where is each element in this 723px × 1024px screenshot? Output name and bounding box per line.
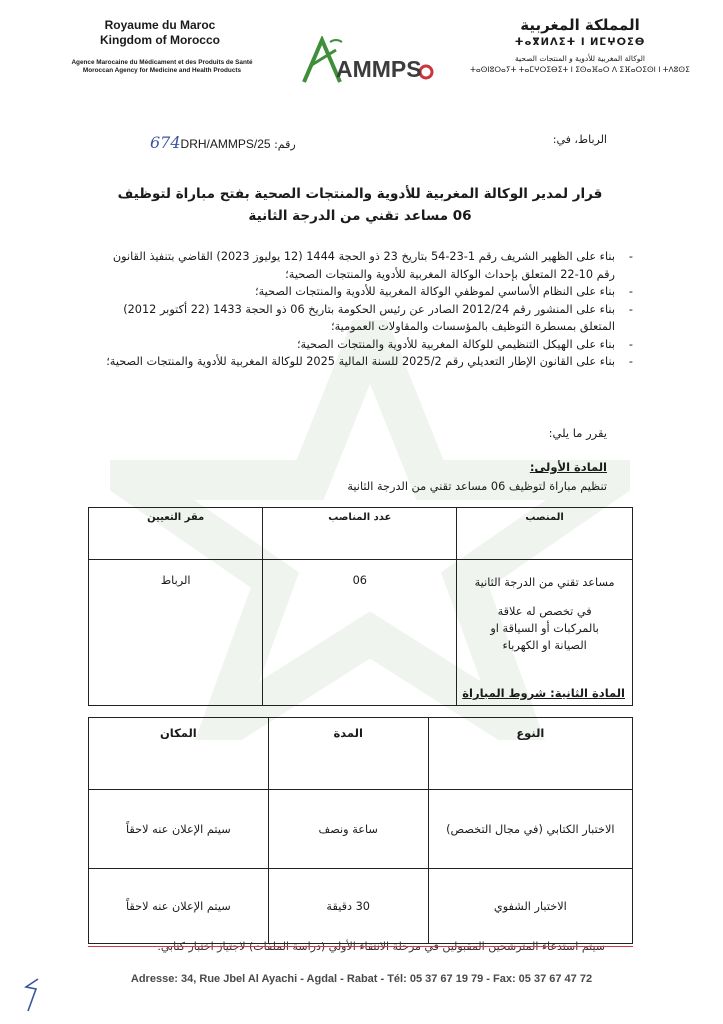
logo-text: AMMPS [336, 56, 422, 82]
column-header: المدة [268, 718, 428, 790]
handwritten-number: 674 [150, 133, 181, 152]
positions-table [88, 507, 633, 706]
kingdom-ar: المملكة المغربية [520, 16, 640, 34]
exam-duration-cell: ساعة ونصف [268, 790, 428, 869]
decision-title: قرار لمدير الوكالة المغربية للأدوية والمنتجات الصحية بفتح مباراة لتوظيف 06 مساعد تقني من الدرجة الثانية [117, 186, 603, 224]
kingdom-fr: Royaume du Maroc [104, 18, 216, 32]
exam-conditions-table [88, 717, 633, 944]
column-header: مقر التعيين [89, 508, 263, 560]
list-item: - بناء على القانون الإطار التعديلي رقم 2025/2 للسنة المالية 2025 للوكالة المغربية للأدوية والمنتجات الصحية؛ [100, 353, 615, 371]
list-item: - بناء على الظهير الشريف رقم 1-23-54 بتاريخ 23 ذو الحجة 1444 (12 يوليوز 2023) القاضي بتنفيذ القانون رقم 10-22 المتعلق بإحداث الوكالة المغربية للأدوية والمنتجات الصحية؛ [100, 248, 615, 283]
reference-number [150, 133, 296, 152]
list-item: - بناء على الهيكل التنظيمي للوكالة المغربية للأدوية والمنتجات الصحية؛ [100, 336, 615, 354]
location-cell: الرباط [89, 560, 263, 706]
preselection-note: سيتم استدعاء المترشحين المقبولين في مرحلة الانتقاء الأولي (دراسة الملفات) لاجتياز اختبار كتابي. [157, 940, 605, 953]
agency-amazigh: ⵜⴰⵙⵏⵓⵔⴰⵢⵜ ⵜⴰⵎⵖⵔⵉⴱⵉⵜ ⵏ ⵉⵙⴰⴼⴰⵔ ⴷ ⵉⴼⴰⵔⵉⵙⵏ ⵏ ⵜⴷⵓⵙⵉ [470, 65, 690, 74]
table-row [89, 790, 633, 869]
position-detail: في تخصص له علاقة بالمركبات أو السياقة او الصيانة او الكهرباء [490, 605, 599, 652]
exam-type-cell: الاختبار الكتابي (في مجال التخصص) [428, 790, 632, 869]
reference-number-label: رقم: [274, 138, 296, 151]
position-cell [457, 560, 633, 706]
table-header-row [89, 718, 633, 790]
decides-label: يقرر ما يلي: [548, 426, 607, 440]
agency-fr: Agence Marocaine du Médicament et des Produits de Santé [71, 59, 253, 66]
table-header-row [89, 508, 633, 560]
table-row [89, 869, 633, 944]
agency-en: Moroccan Agency for Medicine and Health Products [82, 67, 242, 74]
table-row [89, 560, 633, 706]
exam-place-cell: سيتم الإعلان عنه لاحقاً [89, 869, 269, 944]
list-item: - بناء على المنشور رقم 2012/24 الصادر عن رئيس الحكومة بتاريخ 06 ذو الحجة 1433 (22 أكتوبر 2012) المتعلق بمسطرة التوظيف بالمؤسسات والمقاولات العمومية؛ [100, 301, 615, 336]
signature-mark-icon [18, 975, 44, 1015]
article2-title: المادة الثانية: شروط المباراة [462, 686, 625, 700]
kingdom-en: Kingdom of Morocco [100, 33, 220, 47]
list-item: - بناء على النظام الأساسي لموظفي الوكالة المغربية للأدوية والمنتجات الصحية؛ [100, 283, 615, 301]
column-header: عدد المناصب [263, 508, 457, 560]
column-header: النوع [428, 718, 632, 790]
count-cell: 06 [263, 560, 457, 706]
column-header: المكان [89, 718, 269, 790]
footer-divider [88, 946, 633, 947]
header-left [40, 18, 280, 74]
exam-place-cell: سيتم الإعلان عنه لاحقاً [89, 790, 269, 869]
exam-duration-cell: 30 دقيقة [268, 869, 428, 944]
reference-code: DRH/AMMPS/25 [180, 137, 271, 151]
agency-ar: الوكالة المغربية للأدوية و المنتجات الصحية [514, 54, 646, 63]
place-date-label: الرباط، في: [552, 133, 607, 146]
footer-address: Adresse: 34, Rue Jbel Al Ayachi - Agdal - Rabat - Tél: 05 37 67 19 79 - Fax: 05 37 67 47 72 [130, 973, 593, 985]
preamble-list [100, 248, 615, 371]
article1-text: تنظيم مباراة لتوظيف 06 مساعد تقني من الدرجة الثانية [347, 480, 607, 493]
column-header: المنصب [457, 508, 633, 560]
kingdom-amazigh: ⵜⴰⴳⵍⴷⵉⵜ ⵏ ⵍⵎⵖⵔⵉⴱ [514, 37, 646, 48]
reference-code-group [150, 133, 271, 152]
header-right [455, 16, 705, 74]
position-title: مساعد تقني من الدرجة الثانية [474, 576, 615, 589]
exam-type-cell: الاختبار الشفوي [428, 869, 632, 944]
article1-title: المادة الأولى: [529, 460, 607, 474]
